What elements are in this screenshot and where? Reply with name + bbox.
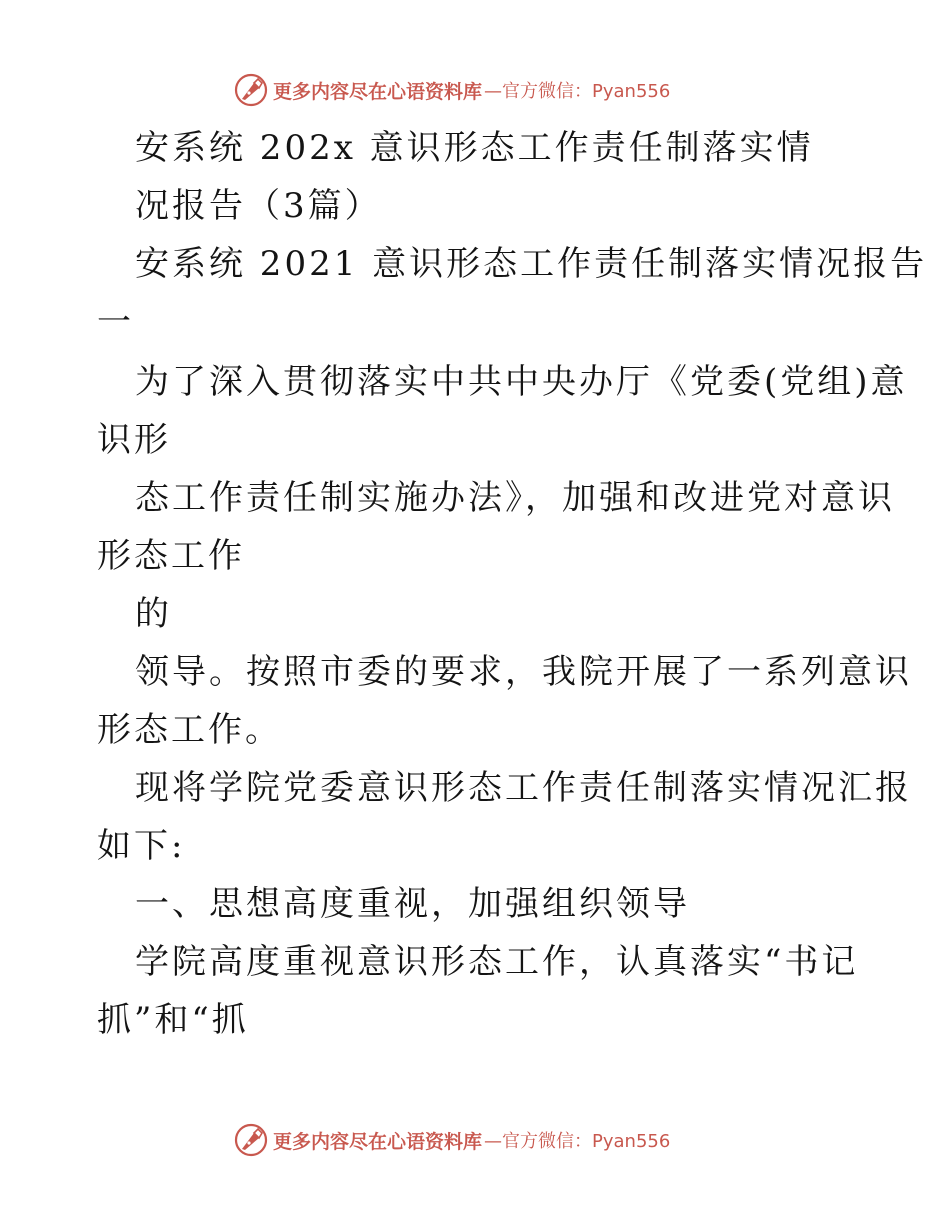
paragraph-line: 态工作责任制实施办法》，加强和改进党对意识 [135, 478, 895, 518]
header-watermark-banner [233, 70, 670, 110]
subtitle-line-2: 一 [97, 302, 134, 342]
paragraph-line: 形态工作。 [97, 710, 282, 750]
watermark-brand-text: 更多内容尽在心语资料库 [273, 1130, 483, 1153]
title-line-1: 安系统 202x 意识形态工作责任制落实情 [135, 128, 814, 168]
paragraph-line: 的 [135, 594, 172, 634]
paragraph-line: 现将学院党委意识形态工作责任制落实情况汇报 [135, 768, 912, 808]
paragraph-line: 领导。按照市委的要求，我院开展了一系列意识 [135, 652, 912, 692]
section-heading: 一、思想高度重视，加强组织领导 [135, 884, 690, 924]
pen-nib-logo-icon [233, 1122, 269, 1158]
pen-nib-logo-icon [233, 72, 269, 108]
paragraph-line: 学院高度重视意识形态工作，认真落实“书记 [135, 942, 859, 982]
watermark-contact-text: —官方微信：Pyan556 [484, 81, 671, 102]
paragraph-line: 为了深入贯彻落实中共中央办厅《党委(党组)意 [135, 362, 908, 402]
title-line-2: 况报告（3篇） [135, 186, 382, 226]
subtitle-line-1: 安系统 2021 意识形态工作责任制落实情况报告 [135, 244, 928, 284]
paragraph-line: 抓”和“抓 [97, 1000, 249, 1040]
paragraph-line: 识形 [97, 420, 171, 460]
paragraph-line: 如下: [97, 826, 186, 866]
paragraph-line: 形态工作 [97, 536, 245, 576]
footer-watermark-banner [233, 1120, 670, 1160]
watermark-contact-text: —官方微信：Pyan556 [484, 1131, 671, 1152]
watermark-brand-text: 更多内容尽在心语资料库 [273, 80, 483, 103]
